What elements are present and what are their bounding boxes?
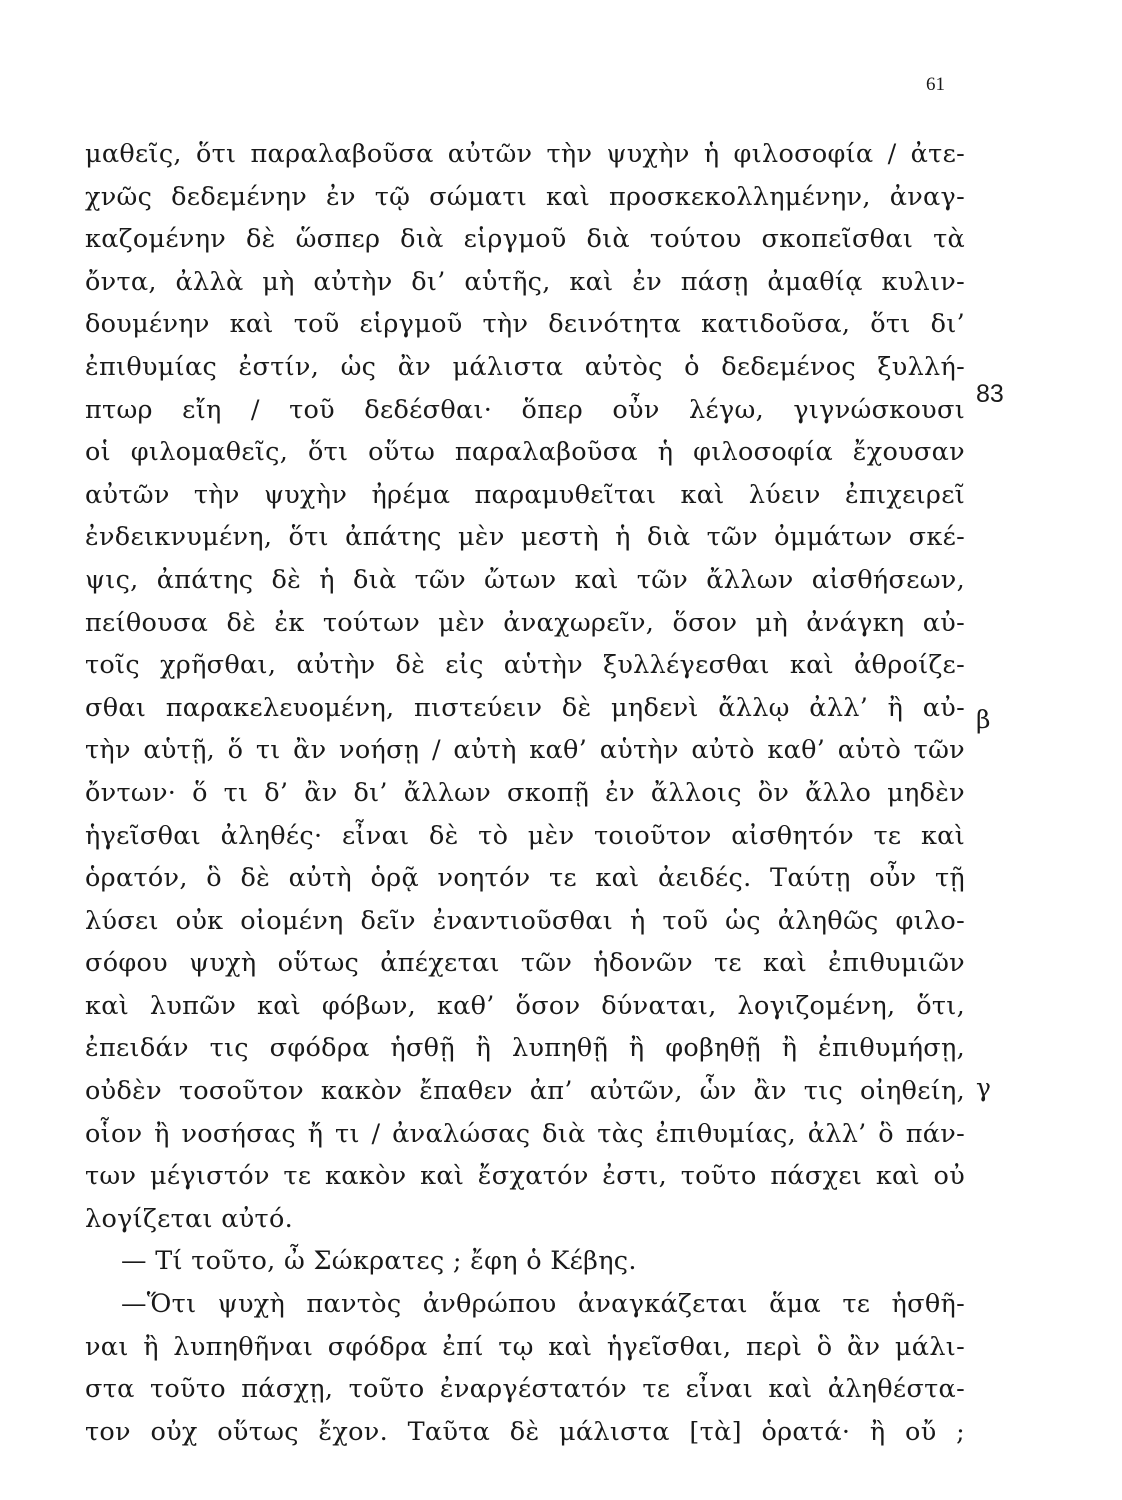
page-number: 61 [926,74,945,95]
text-line: λογίζεται αὐτό. [85,1203,294,1234]
text-line: οἷον ἢ νοσήσας ἤ τι / ἀναλώσας διὰ τὰς ἐπιθυμίας, ἀλλ’ ὃ πάν- [85,1118,965,1149]
text-line: ἐνδεικνυμένη, ὅτι ἀπάτης μὲν μεστὴ ἡ διὰ τῶν ὀμμάτων σκέ- [85,522,965,553]
text-line: τοῖς χρῆσθαι, αὐτὴν δὲ εἰς αὑτὴν ξυλλέγεσθαι καὶ ἀθροίζε- [85,650,965,681]
text-line: ψις, ἀπάτης δὲ ἡ διὰ τῶν ὤτων καὶ τῶν ἄλλων αἰσθήσεων, [85,564,965,595]
text-line: ὄντα, ἀλλὰ μὴ αὐτὴν δι’ αὑτῆς, καὶ ἐν πάσῃ ἀμαθίᾳ κυλιν- [85,266,965,297]
text-line: τον οὐχ οὕτως ἔχον. Ταῦτα δὲ μάλιστα [τὰ] ὁρατά· ἢ οὔ ; [85,1416,965,1447]
text-line: στα τοῦτο πάσχῃ, τοῦτο ἐναργέστατόν τε εἶναι καὶ ἀληθέστα- [85,1374,965,1405]
text-line: μαθεῖς, ὅτι παραλαβοῦσα αὐτῶν τὴν ψυχὴν ἡ φιλοσοφία / ἀτε- [85,139,965,169]
text-line: αὐτῶν τὴν ψυχὴν ἠρέμα παραμυθεῖται καὶ λύειν ἐπιχειρεῖ [85,479,965,510]
text-line: σόφου ψυχὴ οὕτως ἀπέχεται τῶν ἡδονῶν τε καὶ ἐπιθυμιῶν [85,948,965,979]
dialogue-line: — Τί τοῦτο, ὦ Σώκρατες ; ἔφη ὁ Κέβης. [121,1246,637,1277]
text-line: τὴν αὑτῇ, ὅ τι ἂν νοήσῃ / αὐτὴ καθ’ αὑτὴν αὐτὸ καθ’ αὑτὸ τῶν [85,735,965,766]
dialogue-line: —Ὅτι ψυχὴ παντὸς ἀνθρώπου ἀναγκάζεται ἅμα τε ἡσθῆ- [121,1289,965,1320]
margin-stephanus-number: 83 [976,380,1004,408]
margin-section-letter: β [976,705,991,734]
text-line: λύσει οὐκ οἰομένη δεῖν ἐναντιοῦσθαι ἡ τοῦ ὡς ἀληθῶς φιλο- [85,905,965,936]
text-line: ἡγεῖσθαι ἀληθές· εἶναι δὲ τὸ μὲν τοιοῦτον αἰσθητόν τε καὶ [85,820,965,851]
text-line: πείθουσα δὲ ἐκ τούτων μὲν ἀναχωρεῖν, ὅσον μὴ ἀνάγκη αὐ- [85,607,965,638]
text-line: ὄντων· ὅ τι δ’ ἂν δι’ ἄλλων σκοπῇ ἐν ἄλλοις ὂν ἄλλο μηδὲν [85,777,965,808]
text-line: σθαι παρακελευομένη, πιστεύειν δὲ μηδενὶ ἄλλῳ ἀλλ’ ἢ αὐ- [85,692,965,723]
text-line: καζομένην δὲ ὥσπερ διὰ εἱργμοῦ διὰ τούτου σκοπεῖσθαι τὰ [85,224,965,255]
text-line: των μέγιστόν τε κακὸν καὶ ἔσχατόν ἐστι, τοῦτο πάσχει καὶ οὐ [85,1161,965,1192]
text-line: καὶ λυπῶν καὶ φόβων, καθ’ ὅσον δύναται, λογιζομένη, ὅτι, [85,990,965,1021]
text-line: ὁρατόν, ὃ δὲ αὐτὴ ὁρᾷ νοητόν τε καὶ ἀειδές. Ταύτῃ οὖν τῇ [85,863,965,894]
text-line: ναι ἢ λυπηθῆναι σφόδρα ἐπί τῳ καὶ ἡγεῖσθαι, περὶ ὃ ἂν μάλι- [85,1331,965,1362]
greek-text-block [85,133,965,1453]
margin-section-letter: γ [976,1073,991,1102]
text-line: οὐδὲν τοσοῦτον κακὸν ἔπαθεν ἀπ’ αὐτῶν, ὧν ἂν τις οἰηθείη, [85,1076,965,1107]
text-line: ἐπιθυμίας ἐστίν, ὡς ἂν μάλιστα αὐτὸς ὁ δεδεμένος ξυλλή- [85,351,965,382]
text-line: δουμένην καὶ τοῦ εἱργμοῦ τὴν δεινότητα κατιδοῦσα, ὅτι δι’ [85,309,965,340]
text-line: πτωρ εἴη / τοῦ δεδέσθαι· ὅπερ οὖν λέγω, γιγνώσκουσι [85,394,965,425]
text-line: ἐπειδάν τις σφόδρα ἡσθῇ ἢ λυπηθῇ ἢ φοβηθῇ ἢ ἐπιθυμήσῃ, [85,1033,965,1064]
text-line: χνῶς δεδεμένην ἐν τῷ σώματι καὶ προσκεκολλημένην, ἀναγ- [85,181,965,212]
text-line: οἱ φιλομαθεῖς, ὅτι οὕτω παραλαβοῦσα ἡ φιλοσοφία ἔχουσαν [85,437,965,468]
